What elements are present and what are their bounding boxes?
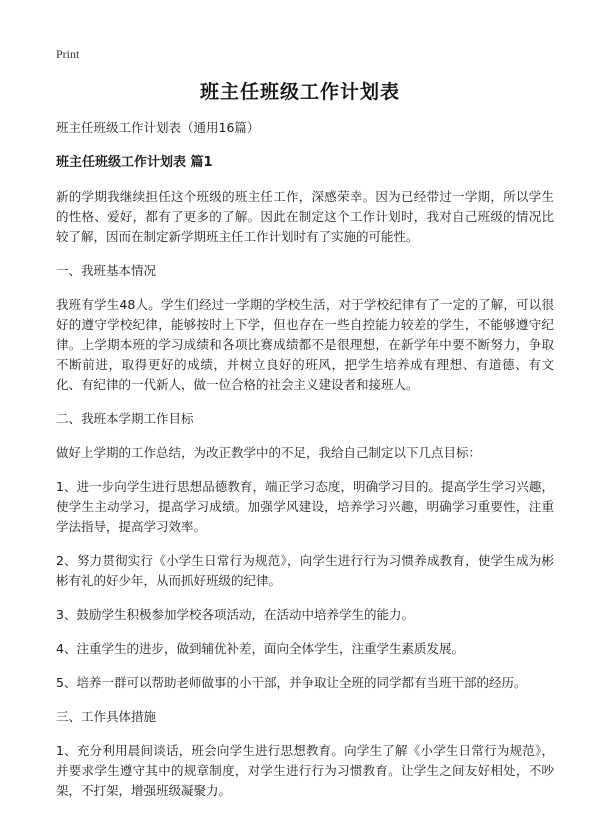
goal-item-3: 3、鼓励学生积极参加学校各项活动，在活动中培养学生的能力。 bbox=[56, 607, 414, 622]
paragraph-goals-intro: 做好上学期的工作总结，为改正教学中的不足，我给自己制定以下几点目标： bbox=[56, 445, 482, 460]
heading-measures: 三、工作具体措施 bbox=[56, 709, 157, 724]
paragraph-class-situation: 我班有学生48人。学生们经过一学期的学校生活，对于学校纪律有了一定的了解，可以很好的遵守学校纪律，能够按时上下学，但也存在一些自控能力较差的学生，不能够遵守纪律。上学期本班的学习成绩和各项比赛成绩都不是很理想，在新学年中要不断努力，争取不断前进，取得更好的成绩，并树立良好的班风，把学生培养成有理想、有道德、有文化、有纪律的一代新人，做一位合格的社会主义建设者和接班人。 bbox=[56, 297, 554, 392]
goal-item-2: 2、努力贯彻实行《小学生日常行为规范》，向学生进行行为习惯养成教育，使学生成为彬彬有礼的好少年，从而抓好班级的纪律。 bbox=[56, 553, 554, 588]
section-heading: 班主任班级工作计划表 篇1 bbox=[56, 155, 213, 170]
print-link[interactable]: Print bbox=[56, 47, 80, 61]
document-subtitle: 班主任班级工作计划表（通用16篇） bbox=[56, 120, 260, 135]
goal-item-5: 5、培养一群可以帮助老师做事的小干部，并争取让全班的同学都有当班干部的经历。 bbox=[56, 675, 527, 690]
goal-item-4: 4、注重学生的进步，做到辅优补差，面向全体学生，注重学生素质发展。 bbox=[56, 641, 464, 656]
paragraph-intro: 新的学期我继续担任这个班级的班主任工作，深感荣幸。因为已经带过一学期，所以学生的性格、爱好，都有了更多的了解。因此在制定这个工作计划时，我对自己班级的情况比较了解，因而在制定新学期班主任工作计划时有了实施的可能性。 bbox=[56, 189, 554, 244]
document-body bbox=[56, 118, 554, 815]
heading-semester-goals: 二、我班本学期工作目标 bbox=[56, 411, 194, 426]
measure-item-1: 1、充分利用晨间谈话，班会向学生进行思想教育。向学生了解《小学生日常行为规范》，并要求学生遵守其中的规章制度，对学生进行行为习惯教育。让学生之间友好相处，不吵架，不打架，增强班级凝聚力。 bbox=[56, 743, 554, 798]
page-title: 班主任班级工作计划表 bbox=[199, 81, 400, 103]
goal-item-1: 1、进一步向学生进行思想品德教育，端正学习态度，明确学习目的。提高学生学习兴趣，使学生主动学习，提高学习成绩。加强学风建设，培养学习兴趣，明确学习重要性，注重学法指导，提高学习效率。 bbox=[56, 479, 554, 534]
heading-class-situation: 一、我班基本情况 bbox=[56, 263, 157, 278]
